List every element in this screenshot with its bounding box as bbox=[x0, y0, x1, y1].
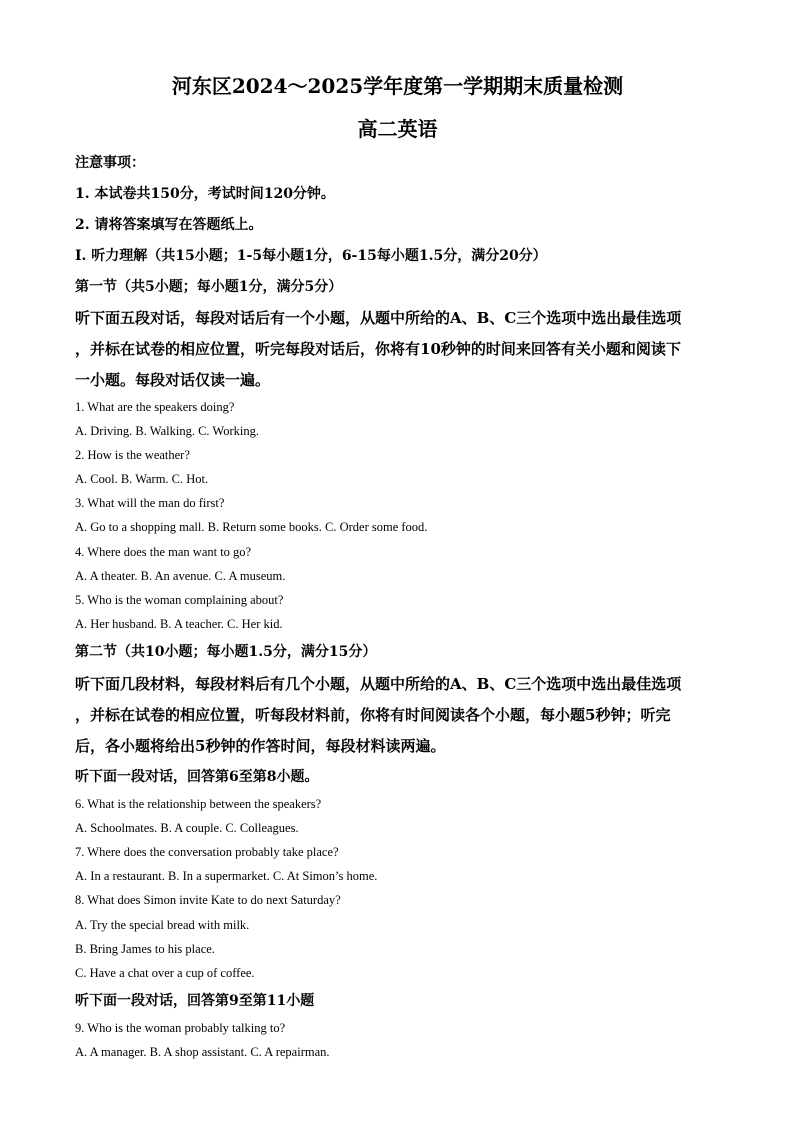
question-text: 2. How is the weather? bbox=[75, 448, 190, 462]
question-text: 7. Where does the conversation probably take place? bbox=[75, 845, 339, 859]
question-options: A. Cool. B. Warm. C. Hot. bbox=[75, 472, 209, 486]
exam-title: 河东区2024～2025学年度第一学期期末质量检测 bbox=[171, 74, 624, 98]
question-text: 5. Who is the woman complaining about? bbox=[75, 593, 284, 607]
question-options: A. Driving. B. Walking. C. Working. bbox=[75, 424, 259, 438]
question-text: 1. What are the speakers doing? bbox=[75, 400, 235, 414]
question-options: A. A manager. B. A shop assistant. C. A repairman. bbox=[75, 1045, 330, 1059]
dialog-prompt: 听下面一段对话，回答第9至第11小题 bbox=[75, 993, 315, 1009]
section2-instruction: ，并标在试卷的相应位置，听每段材料前，你将有时间阅读各个小题，每小题5秒钟；听完 bbox=[75, 706, 671, 724]
question-text: 4. Where does the man want to go? bbox=[75, 545, 252, 559]
note-item: 1. 本试卷共150分，考试时间120分钟。 bbox=[75, 186, 335, 202]
question-option: C. Have a chat over a cup of coffee. bbox=[75, 966, 255, 980]
section1-instruction: 听下面五段对话，每段对话后有一个小题，从题中所给的A、B、C三个选项中选出最佳选项 bbox=[75, 309, 682, 327]
section1-instruction: ，并标在试卷的相应位置，听完每段对话后，你将有10秒钟的时间来回答有关小题和阅读下 bbox=[75, 340, 681, 358]
section2-heading: 第二节（共10小题；每小题1.5分，满分15分） bbox=[75, 644, 377, 660]
question-option: B. Bring James to his place. bbox=[75, 942, 215, 956]
question-options: A. Her husband. B. A teacher. C. Her kid. bbox=[75, 617, 283, 631]
notes-heading: 注意事项： bbox=[75, 155, 145, 171]
question-options: A. Go to a shopping mall. B. Return some books. C. Order some food. bbox=[75, 520, 428, 534]
part1-heading: Ⅰ. 听力理解（共15小题；1-5每小题1分，6-15每小题1.5分，满分20分） bbox=[75, 248, 547, 264]
question-options: A. Schoolmates. B. A couple. C. Colleagues. bbox=[75, 821, 299, 835]
note-item: 2. 请将答案填写在答题纸上。 bbox=[75, 217, 263, 233]
section1-instruction: 一小题。每段对话仅读一遍。 bbox=[75, 371, 271, 389]
question-text: 8. What does Simon invite Kate to do next Saturday? bbox=[75, 893, 341, 907]
section1-heading: 第一节（共5小题；每小题1分，满分5分） bbox=[75, 279, 343, 295]
question-text: 6. What is the relationship between the speakers? bbox=[75, 797, 322, 811]
question-text: 9. Who is the woman probably talking to? bbox=[75, 1021, 286, 1035]
exam-subject: 高二英语 bbox=[357, 117, 438, 141]
dialog-prompt: 听下面一段对话，回答第6至第8小题。 bbox=[75, 769, 319, 785]
question-options: A. In a restaurant. B. In a supermarket. C. At Simon’s home. bbox=[75, 869, 378, 883]
question-text: 3. What will the man do first? bbox=[75, 496, 225, 510]
question-option: A. Try the special bread with milk. bbox=[75, 918, 250, 932]
section2-instruction: 后，各小题将给出5秒钟的作答时间，每段材料读两遍。 bbox=[75, 737, 446, 755]
question-options: A. A theater. B. An avenue. C. A museum. bbox=[75, 569, 286, 583]
section2-instruction: 听下面几段材料，每段材料后有几个小题，从题中所给的A、B、C三个选项中选出最佳选项 bbox=[75, 675, 682, 693]
